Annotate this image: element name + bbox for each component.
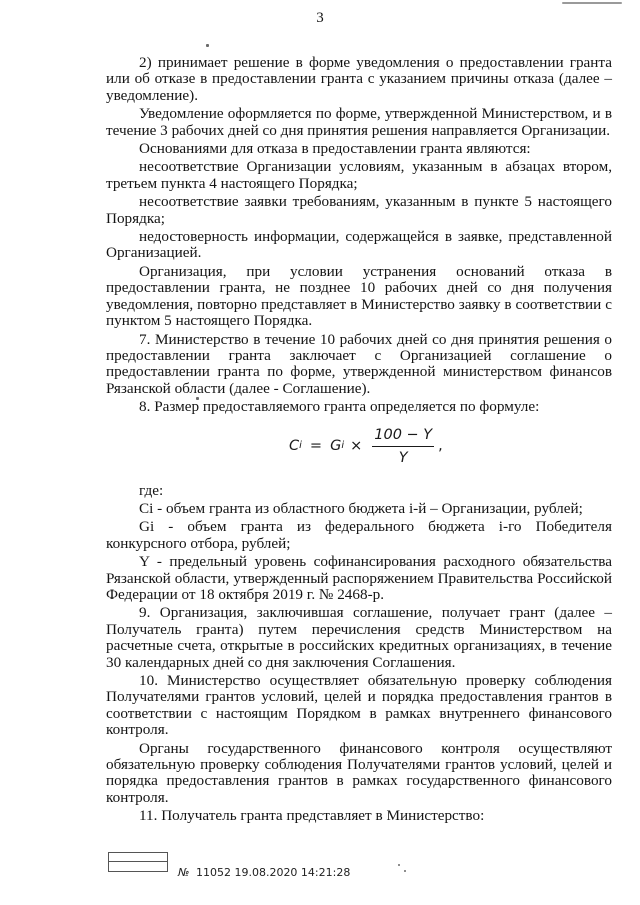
paragraph: Y - предельный уровень софинансирования расходного обязательства Рязанской области, утвержденный распоряжением Правительства Российской Федерации от 18 октября 2019 г. № 2468-р. <box>106 553 612 603</box>
paragraph: Уведомление оформляется по форме, утвержденной Министерством, и в течение 3 рабочих дней со дня принятия решения направляется Организации. <box>106 105 612 139</box>
paragraphs-before-formula <box>106 55 612 416</box>
formula-times: × <box>350 438 363 455</box>
formula-lhs-sub: i <box>299 440 302 452</box>
paragraph: 10. Министерство осуществляет обязательную проверку соблюдения Получателями грантов условий, целей и порядка предоставления грантов в соответствии с настоящим Порядком в рамках внутреннего финансового контроля. <box>106 672 612 739</box>
formula-g-sub: i <box>341 440 345 452</box>
grant-formula <box>289 427 443 467</box>
paragraph: 2) принимает решение в форме уведомления о предоставлении гранта или об отказе в предоставлении гранта с указанием причины отказа (далее – уведомление). <box>106 54 612 104</box>
paragraph: 7. Министерство в течение 10 рабочих дней со дня принятия решения о предоставлении гранта заключает с Организацией соглашение о предоставлении гранта по форме, утвержденной министерством финансов Рязанской области (далее - Соглашение). <box>106 330 612 397</box>
formula-numerator: 100 − Y <box>372 427 434 447</box>
formula-fraction <box>372 427 434 467</box>
paragraph: Организация, при условии устранения оснований отказа в предоставлении гранта, не позднее 10 рабочих дней со дня получения уведомления, повторно представляет в Министерство заявку в соответствии с пунктом 5 настоящего Порядка. <box>106 262 612 330</box>
scan-speck <box>404 870 406 872</box>
formula-equals: = <box>309 438 323 455</box>
paragraph: Gi - объем гранта из федерального бюджета i-го Победителя конкурсного отбора, рублей; <box>106 518 612 552</box>
registration-mark <box>178 866 350 879</box>
reg-datetime: 19.08.2020 14:21:28 <box>234 866 351 879</box>
paragraph: Органы государственного финансового контроля осуществляют обязательную проверку соблюдения Получателями грантов условий, целей и порядка предоставления грантов в рамках государственного финансового контроля. <box>106 739 612 806</box>
paragraph: Ci - объем гранта из областного бюджета i-й – Организации, рублей; <box>139 499 583 517</box>
formula-block <box>106 419 612 479</box>
paragraph: 11. Получатель гранта представляет в Министерство: <box>139 807 485 825</box>
formula-trailing: , <box>438 438 443 455</box>
registry-stamp-graphic <box>108 852 168 872</box>
paragraph: несоответствие Организации условиям, указанным в абзацах втором, третьем пункта 4 настоящего Порядка; <box>106 158 612 192</box>
formula-lhs: C <box>289 438 300 455</box>
reg-number: 11052 <box>195 866 231 879</box>
paragraph: 8. Размер предоставляемого гранта определяется по формуле: <box>139 398 540 416</box>
paragraph: недостоверность информации, содержащейся в заявке, представленной Организацией. <box>106 228 612 262</box>
formula-denominator: Y <box>398 449 408 466</box>
page-number: 3 <box>316 10 324 26</box>
scan-speck <box>206 44 209 47</box>
scan-speck <box>398 864 400 866</box>
paragraph: несоответствие заявки требованиям, указанным в пункте 5 настоящего Порядка; <box>106 193 612 227</box>
paragraph: Основаниями для отказа в предоставлении гранта являются: <box>139 140 531 158</box>
scan-speck <box>562 2 622 4</box>
reg-symbol: № <box>178 866 190 879</box>
formula-g: G <box>330 438 342 455</box>
paragraph: где: <box>139 481 164 499</box>
paragraph: 9. Организация, заключившая соглашение, получает грант (далее – Получатель гранта) путем перечисления средств Министерством на расчетные счета, открытые в российских кредитных организациях, в течение 30 календарных дней со дня заключения Соглашения. <box>106 604 612 671</box>
paragraphs-after-formula <box>106 483 612 825</box>
document-body <box>106 55 612 827</box>
